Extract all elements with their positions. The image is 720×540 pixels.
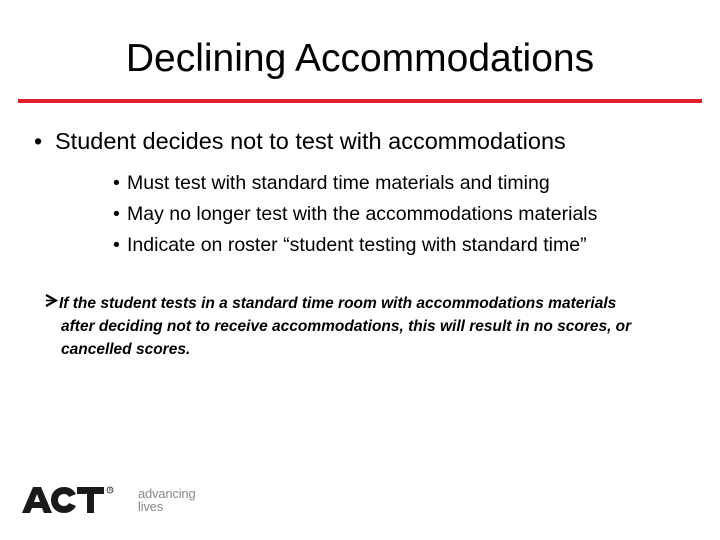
bullet-marker: • — [113, 234, 120, 256]
title-divider — [18, 99, 702, 103]
note-line: after deciding not to receive accommodations, this will result in no scores, or — [61, 318, 632, 335]
slide-title: Declining Accommodations — [125, 37, 595, 80]
sub-bullet-text: Must test with standard time materials and timing — [127, 172, 550, 194]
note-line: cancelled scores. — [61, 341, 191, 358]
main-bullet — [34, 126, 566, 156]
sub-bullet-list — [113, 168, 597, 261]
act-logo — [22, 486, 196, 516]
arrow-bullet-icon — [45, 292, 59, 315]
sub-bullet-item — [113, 199, 597, 230]
logo-tagline — [138, 487, 195, 513]
logo-tagline-line: advancing — [138, 486, 196, 501]
note-line: If the student tests in a standard time room with accommodations materials — [59, 295, 617, 312]
act-wordmark-logo — [22, 486, 116, 514]
bullet-marker: • — [34, 128, 43, 154]
sub-bullet-item — [113, 230, 597, 261]
bullet-marker: • — [113, 172, 120, 194]
arrow-bullet-icon-shape — [45, 293, 58, 308]
warning-note — [45, 292, 685, 361]
svg-text:R: R — [108, 487, 112, 493]
sub-bullet-text: Indicate on roster “student testing with standard time” — [127, 234, 587, 256]
sub-bullet-text: May no longer test with the accommodations materials — [127, 203, 598, 225]
bullet-marker: • — [113, 203, 120, 225]
logo-tagline-line: lives — [138, 499, 164, 514]
main-bullet-text: Student decides not to test with accommodations — [55, 128, 566, 154]
sub-bullet-item — [113, 168, 597, 199]
